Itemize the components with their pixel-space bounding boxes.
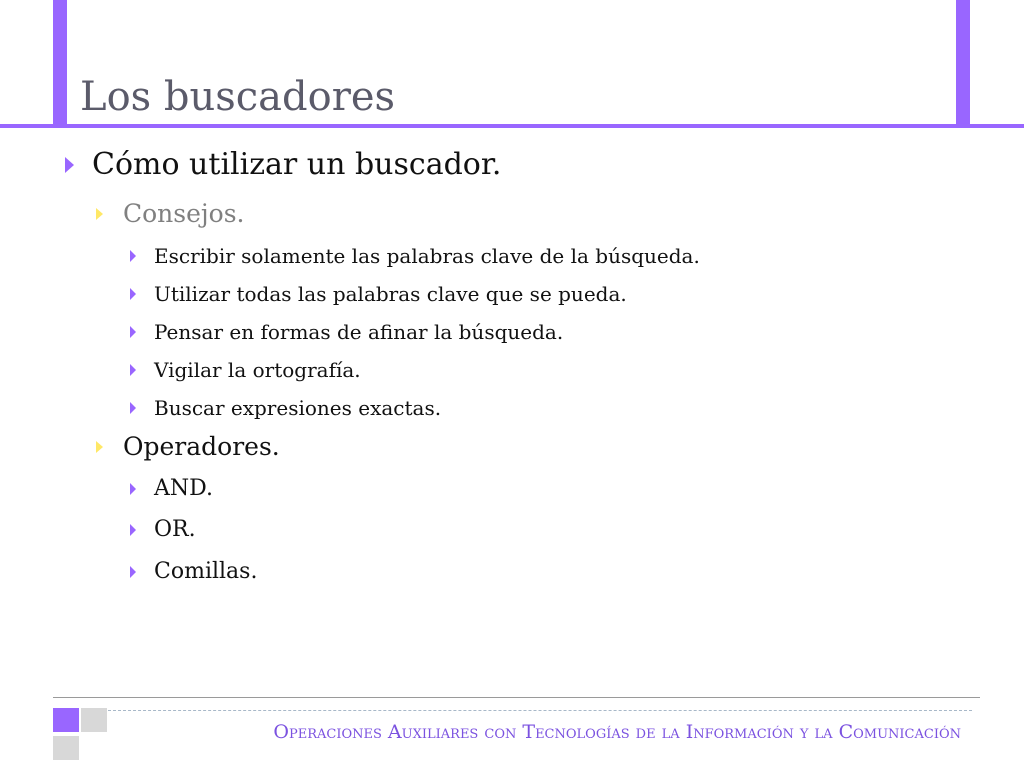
list-item-text: Buscar expresiones exactas.	[154, 396, 442, 420]
footer-course-title: Operaciones Auxiliares con Tecnologías de la Información y la Comunicación	[273, 721, 961, 743]
list-item-text: OR.	[154, 517, 196, 542]
bullet-main-text: Cómo utilizar un buscador.	[92, 147, 502, 182]
list-item	[154, 558, 257, 586]
bullet-arrow-icon	[130, 566, 136, 578]
list-item-text: Utilizar todas las palabras clave que se pueda.	[154, 282, 627, 306]
bullet-arrow-icon	[130, 483, 136, 495]
footer-square-grey	[81, 708, 107, 732]
bullet-operadores-text: Operadores.	[123, 432, 280, 461]
list-item	[154, 243, 700, 269]
bullet-arrow-icon	[130, 288, 136, 300]
title-underline	[0, 124, 1024, 128]
bullet-arrow-icon	[130, 250, 136, 262]
slide-title: Los buscadores	[80, 74, 396, 120]
list-item	[154, 516, 196, 544]
bullet-arrow-icon	[96, 441, 103, 453]
list-item	[154, 319, 563, 345]
decor-bar-right	[956, 0, 970, 126]
list-item-text: Escribir solamente las palabras clave de la búsqueda.	[154, 244, 700, 268]
bullet-main	[92, 146, 501, 184]
bullet-arrow-icon	[96, 208, 103, 220]
list-item-text: Pensar en formas de afinar la búsqueda.	[154, 320, 564, 344]
bullet-consejos	[123, 198, 244, 230]
footer-square-grey	[53, 736, 79, 760]
bullet-operadores	[123, 431, 280, 463]
bullet-arrow-icon	[65, 157, 74, 173]
bullet-arrow-icon	[130, 524, 136, 536]
decor-bar-left	[53, 0, 67, 126]
list-item	[154, 281, 627, 307]
list-item-text: AND.	[154, 476, 213, 501]
list-item-text: Comillas.	[154, 559, 258, 584]
bullet-arrow-icon	[130, 402, 136, 414]
footer-square-purple	[53, 708, 79, 732]
footer-dashed-divider	[108, 710, 972, 711]
list-item	[154, 357, 361, 383]
list-item	[154, 395, 441, 421]
bullet-consejos-text: Consejos.	[123, 199, 245, 228]
bullet-arrow-icon	[130, 364, 136, 376]
list-item-text: Vigilar la ortografía.	[154, 358, 361, 382]
list-item	[154, 475, 213, 503]
bullet-arrow-icon	[130, 326, 136, 338]
footer-divider	[53, 697, 980, 698]
